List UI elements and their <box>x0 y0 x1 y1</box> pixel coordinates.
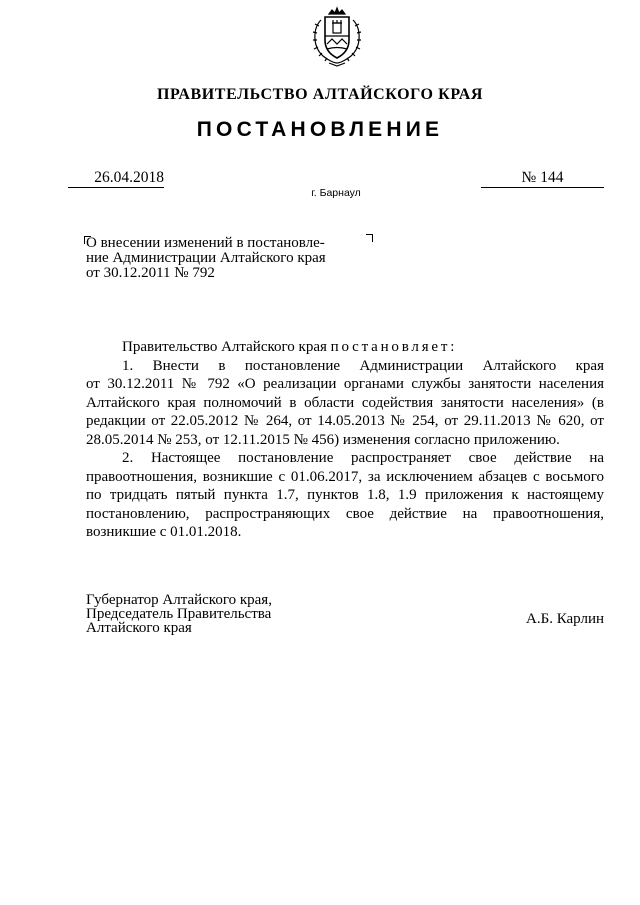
item-1-text: от 30.12.2011 № 792 «О реализации органами службы занятости населения Алтайского края полномочий в области содействия занятости населения» (в редакции от 22.05.2012 № 264, от 14.05.2013 № 254, от 29.11.2013 № 620, от 28.05.2014 № 253, от 12.11.2015 № 456) изменения согласно приложению. <box>86 376 604 448</box>
city: г. Барнаул <box>311 187 361 199</box>
preamble <box>86 338 604 357</box>
signer-position-line: Алтайского края <box>86 620 192 636</box>
document-number: № 144 <box>481 169 604 188</box>
document-body <box>86 338 604 542</box>
signer-name: А.Б. Карлин <box>526 611 605 627</box>
preamble-lead: Правительство Алтайского края <box>122 339 331 355</box>
organization-name: ПРАВИТЕЛЬСТВО АЛТАЙСКОГО КРАЯ <box>156 86 484 103</box>
item-2-text: 2. Настоящее постановление распространяет свое действие на правоотношения, возникшие с 01.06.2017, за исключением абзацев с восьмого по тридцать пятый пункта 1.7, пунктов 1.8, 1.9 приложения к настоящему постановлению, распространяющих свое действие на правоотношения, возникшие с 01.01.2018. <box>86 450 604 540</box>
signer-position-line: Председатель Правительства <box>86 606 272 622</box>
document-title <box>86 236 386 281</box>
title-line: О внесении изменений в постановле- <box>86 235 325 251</box>
title-line: от 30.12.2011 № 792 <box>86 265 215 281</box>
signer-position <box>86 593 346 635</box>
item-1-first-line: 1. Внести в постановление Администрации Алтайского края <box>122 357 604 374</box>
coat-of-arms-icon <box>307 6 367 68</box>
title-line: ние Администрации Алтайского края <box>86 250 326 266</box>
document-type: ПОСТАНОВЛЕНИЕ <box>196 118 444 141</box>
preamble-decree-word: постановляет: <box>330 339 458 355</box>
document-date: 26.04.2018 <box>68 169 164 188</box>
signer-position-line: Губернатор Алтайского края, <box>86 592 272 608</box>
